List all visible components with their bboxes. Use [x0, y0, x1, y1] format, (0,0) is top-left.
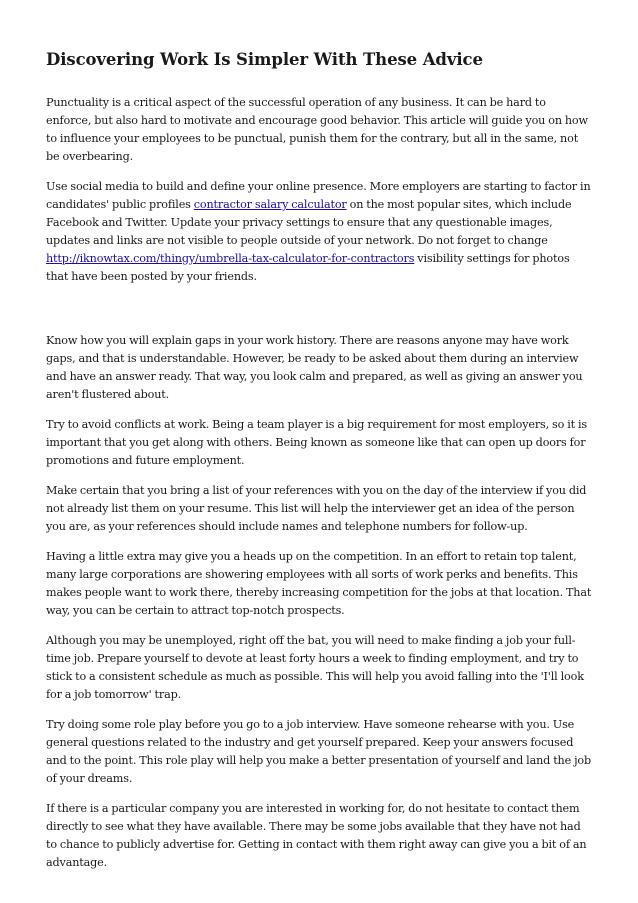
paragraph-work-gaps: Know how you will explain gaps in your work history. There are reasons anyone may have work gaps, and that is understandable. However, be ready to be asked about them during an interview and have an answer ready. That way, you look calm and prepared, as well as giving an answer you aren't flustered about.: [46, 334, 583, 401]
page-title: Discovering Work Is Simpler With These Advice: [46, 50, 483, 69]
document-page: [46, 48, 594, 884]
paragraph-text: visibility settings for photos that have been posted by your friends.: [46, 252, 570, 283]
paragraph-full-time-job: Although you may be unemployed, right off the bat, you will need to make finding a job your full-time job. Prepare yourself to devote at least forty hours a week to finding employment, and try to stick to a consistent schedule as much as possible. This will help you avoid falling into the 'I'll look for a job tomorrow' trap.: [46, 634, 584, 701]
paragraph-text: Use social media to build and define your online presence. More employers are starting to factor in candidates' public profiles: [46, 180, 591, 211]
paragraph-text: on the most popular sites, which include Facebook and Twitter. Update your privacy settings to ensure that any questionable images, updates and links are not visible to people outside of your network. Do not forget to change: [46, 198, 572, 247]
paragraph-role-play: Try doing some role play before you go to a job interview. Have someone rehearse with you. Use general questions related to the industry and get yourself prepared. Keep your answers focused and to the point. This role play will help you make a better presentation of yourself and land the job of your dreams.: [46, 718, 591, 785]
paragraph-punctuality: Punctuality is a critical aspect of the successful operation of any business. It can be hard to enforce, but also hard to motivate and encourage good behavior. This article will guide you on how to influence your employees to be punctual, punish them for the contrary, but all in the same, not be overbearing.: [46, 96, 588, 163]
paragraph-social-media: [46, 178, 594, 286]
paragraph-work-perks: Having a little extra may give you a heads up on the competition. In an effort to retain top talent, many large corporations are showering employees with all sorts of work perks and benefits. This makes people want to work there, thereby increasing competition for the jobs at that location. That way, you can be certain to attract top-notch prospects.: [46, 550, 592, 617]
paragraph-contact-company: If there is a particular company you are interested in working for, do not hesitate to contact them directly to see what they have available. There may be some jobs available that they have not had to chance to publicly advertise for. Getting in contact with them right away can give you a bit of an advantage.: [46, 802, 587, 869]
contractor-salary-calculator-link[interactable]: contractor salary calculator: [193, 198, 347, 211]
umbrella-tax-calculator-link[interactable]: http://iknowtax.com/thingy/umbrella-tax-calculator-for-contractors: [46, 252, 415, 265]
paragraph-avoid-conflicts: Try to avoid conflicts at work. Being a team player is a big requirement for most employers, so it is important that you get along with others. Being known as someone like that can open up doors for promotions and future employment.: [46, 418, 588, 467]
paragraph-references: Make certain that you bring a list of your references with you on the day of the interview if you did not already list them on your resume. This list will help the interviewer get an idea of the person you are, as your references should include names and telephone numbers for follow-up.: [46, 484, 587, 533]
